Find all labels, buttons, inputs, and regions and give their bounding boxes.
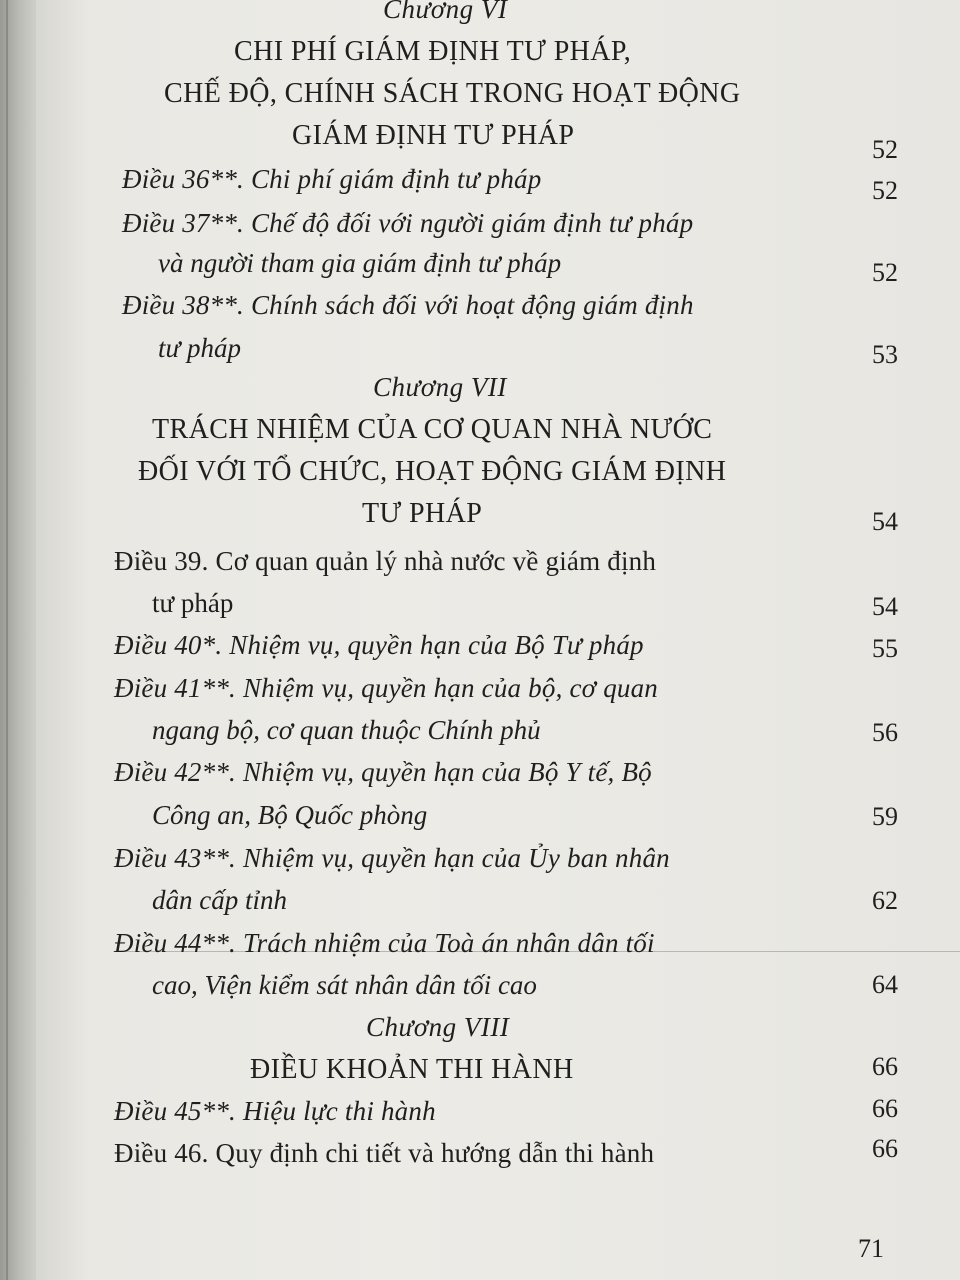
- article-label: Điều 46.: [114, 1138, 209, 1168]
- page-ref: 52: [872, 258, 898, 287]
- toc-entry: [122, 290, 694, 321]
- article-title: Hiệu lực thi hành: [242, 1096, 436, 1126]
- toc-entry: [122, 164, 541, 195]
- article-label: Điều 38**.: [122, 290, 244, 320]
- article-title: Chính sách đối với hoạt động giám định: [250, 290, 694, 320]
- article-label: Điều 41**.: [114, 673, 236, 703]
- article-title-continued: ngang bộ, cơ quan thuộc Chính phủ: [152, 715, 541, 745]
- article-title: Quy định chi tiết và hướng dẫn thi hành: [215, 1138, 655, 1168]
- article-label: Điều 39.: [114, 546, 209, 576]
- page-ref: 52: [872, 135, 898, 164]
- page-ref: 54: [872, 507, 898, 536]
- chapter-title-line: GIÁM ĐỊNH TƯ PHÁP: [292, 120, 575, 151]
- page-ref: 56: [872, 718, 898, 747]
- toc-entry: [114, 630, 644, 661]
- article-label: Điều 43**.: [114, 843, 236, 873]
- page-ref: 66: [872, 1052, 898, 1081]
- page-ref: 52: [872, 176, 898, 205]
- page-ref: 66: [872, 1134, 898, 1163]
- article-title: Cơ quan quản lý nhà nước về giám định: [215, 546, 657, 576]
- article-title-continued: cao, Viện kiểm sát nhân dân tối cao: [152, 970, 537, 1000]
- page-ref: 66: [872, 1094, 898, 1123]
- article-title-continued: Công an, Bộ Quốc phòng: [152, 800, 428, 830]
- page-ref: 62: [872, 886, 898, 915]
- toc-entry: [114, 843, 670, 874]
- page-ref: 53: [872, 340, 898, 369]
- article-title-continued: tư pháp: [152, 588, 234, 618]
- toc-entry: [114, 757, 652, 788]
- article-title: Trách nhiệm của Toà án nhân dân tối: [242, 928, 655, 958]
- article-title: Nhiệm vụ, quyền hạn của Bộ Tư pháp: [229, 630, 644, 660]
- article-label: Điều 37**.: [122, 208, 244, 238]
- toc-entry: [114, 928, 655, 959]
- article-title: Nhiệm vụ, quyền hạn của bộ, cơ quan: [242, 673, 659, 703]
- toc-entry: [114, 1138, 654, 1169]
- page-ref: 55: [872, 634, 898, 663]
- article-title: Chế độ đối với người giám định tư pháp: [250, 208, 694, 238]
- chapter-label: Chương VI: [383, 0, 508, 24]
- article-title-continued: tư pháp: [158, 333, 241, 363]
- chapter-label: Chương VIII: [366, 1012, 510, 1042]
- article-label: Điều 44**.: [114, 928, 236, 958]
- article-title: Nhiệm vụ, quyền hạn của Ủy ban nhân: [242, 843, 670, 873]
- chapter-title-line: CHI PHÍ GIÁM ĐỊNH TƯ PHÁP,: [234, 36, 632, 67]
- page-ref: 59: [872, 802, 898, 831]
- article-label: Điều 42**.: [114, 757, 236, 787]
- article-label: Điều 40*.: [114, 630, 223, 660]
- page-number: 71: [858, 1234, 884, 1263]
- chapter-title-line: TƯ PHÁP: [362, 498, 483, 529]
- article-title-continued: và người tham gia giám định tư pháp: [158, 248, 562, 278]
- page-ref: 64: [872, 970, 898, 999]
- page-ref: 54: [872, 592, 898, 621]
- toc-entry: [114, 546, 656, 577]
- toc-entry: [114, 673, 658, 704]
- chapter-title-line: ĐIỀU KHOẢN THI HÀNH: [250, 1054, 574, 1085]
- article-label: Điều 45**.: [114, 1096, 236, 1126]
- chapter-title-line: TRÁCH NHIỆM CỦA CƠ QUAN NHÀ NƯỚC: [152, 414, 713, 445]
- toc-entry: [114, 1096, 436, 1127]
- chapter-label: Chương VII: [373, 372, 507, 402]
- chapter-title-line: ĐỐI VỚI TỔ CHỨC, HOẠT ĐỘNG GIÁM ĐỊNH: [138, 456, 727, 487]
- article-title: Nhiệm vụ, quyền hạn của Bộ Y tế, Bộ: [242, 757, 652, 787]
- chapter-title-line: CHẾ ĐỘ, CHÍNH SÁCH TRONG HOẠT ĐỘNG: [164, 78, 741, 109]
- toc-entry: [122, 208, 693, 239]
- article-title-continued: dân cấp tỉnh: [152, 885, 287, 915]
- article-label: Điều 36**.: [122, 164, 244, 194]
- article-title: Chi phí giám định tư pháp: [250, 164, 542, 194]
